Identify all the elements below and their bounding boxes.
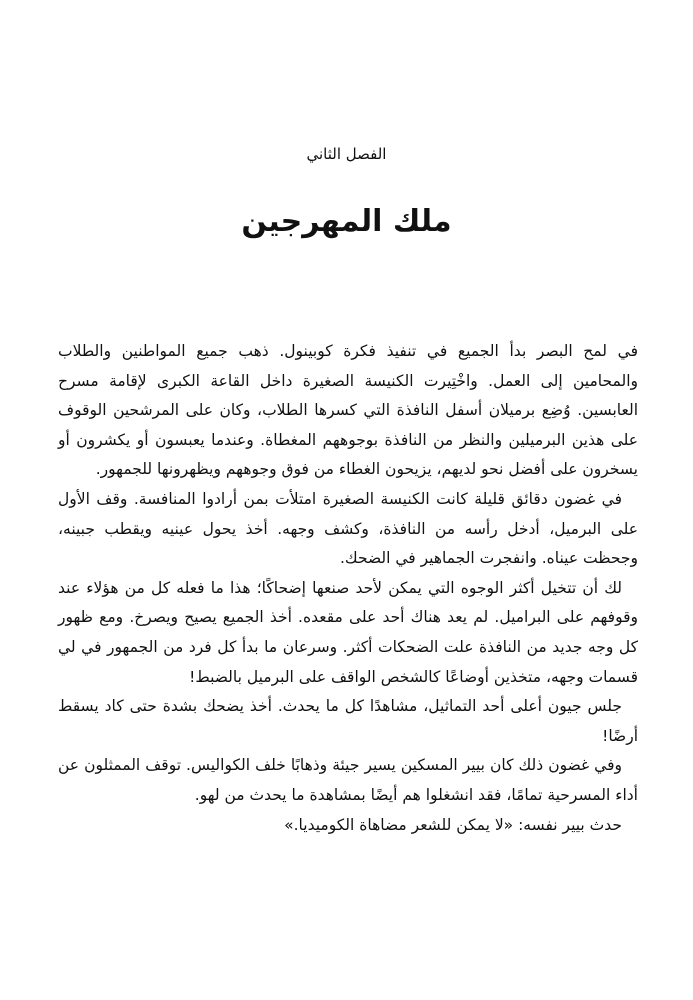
paragraph: في غضون دقائق قليلة كانت الكنيسة الصغيرة امتلأت بمن أرادوا المنافسة. وقف الأول على البرميل، أدخل رأسه من النافذة، وكشف وجهه. أخذ يحول عينيه ويقطب جبينه، وجحظت عيناه. وانفجرت الجماهير في الضحك. [58,489,638,568]
paragraph: جلس جيون أعلى أحد التماثيل، مشاهدًا كل ما يحدث. أخذ يضحك بشدة حتى كاد يسقط أرضًا! [58,697,638,745]
chapter-title: ملك المهرجين [241,204,452,239]
paragraph: وفي غضون ذلك كان بيير المسكين يسير جيئة وذهابًا خلف الكواليس. توقف الممثلون عن أداء المسرحية تمامًا، فقد انشغلوا هم أيضًا بمشاهدة ما يحدث من لهو. [58,756,638,804]
paragraph: لك أن تتخيل أكثر الوجوه التي يمكن لأحد صنعها إضحاكًا؛ هذا ما فعله كل من هؤلاء عند وقوفهم على البراميل. لم يعد هناك أحد على مقعده. أخذ الجميع يصيح ويصرخ. ومع ظهور كل وجه جديد من النافذة علت الضحكات أكثر. وسرعان ما بدأ كل فرد من الجمهور في لي قسمات وجهه، متخذين أوضاعًا كالشخص الواقف على البرميل بالضبط! [58,578,638,686]
chapter-body [58,337,638,840]
paragraph: حدث بيير نفسه: «لا يمكن للشعر مضاهاة الكوميديا.» [284,815,622,834]
paragraph: في لمح البصر بدأ الجميع في تنفيذ فكرة كوبينول. ذهب جميع المواطنين والطلاب والمحامين إلى العمل. واخْتِيرت الكنيسة الصغيرة داخل القاعة الكبرى لإقامة مسرح العابسين. وُضِع برميلان أسفل النافذة التي كسرها الطلاب، وكان على المرشحين الوقوف على هذين البرميلين والنظر من النافذة بوجوههم المغطاة. وعندما يعبسون أو يكشرون أو يسخرون على أفضل نحو لديهم، يزيحون الغطاء من فوق وجوههم ويظهرونها للجمهور. [58,342,638,479]
chapter-label: الفصل الثاني [306,145,387,163]
